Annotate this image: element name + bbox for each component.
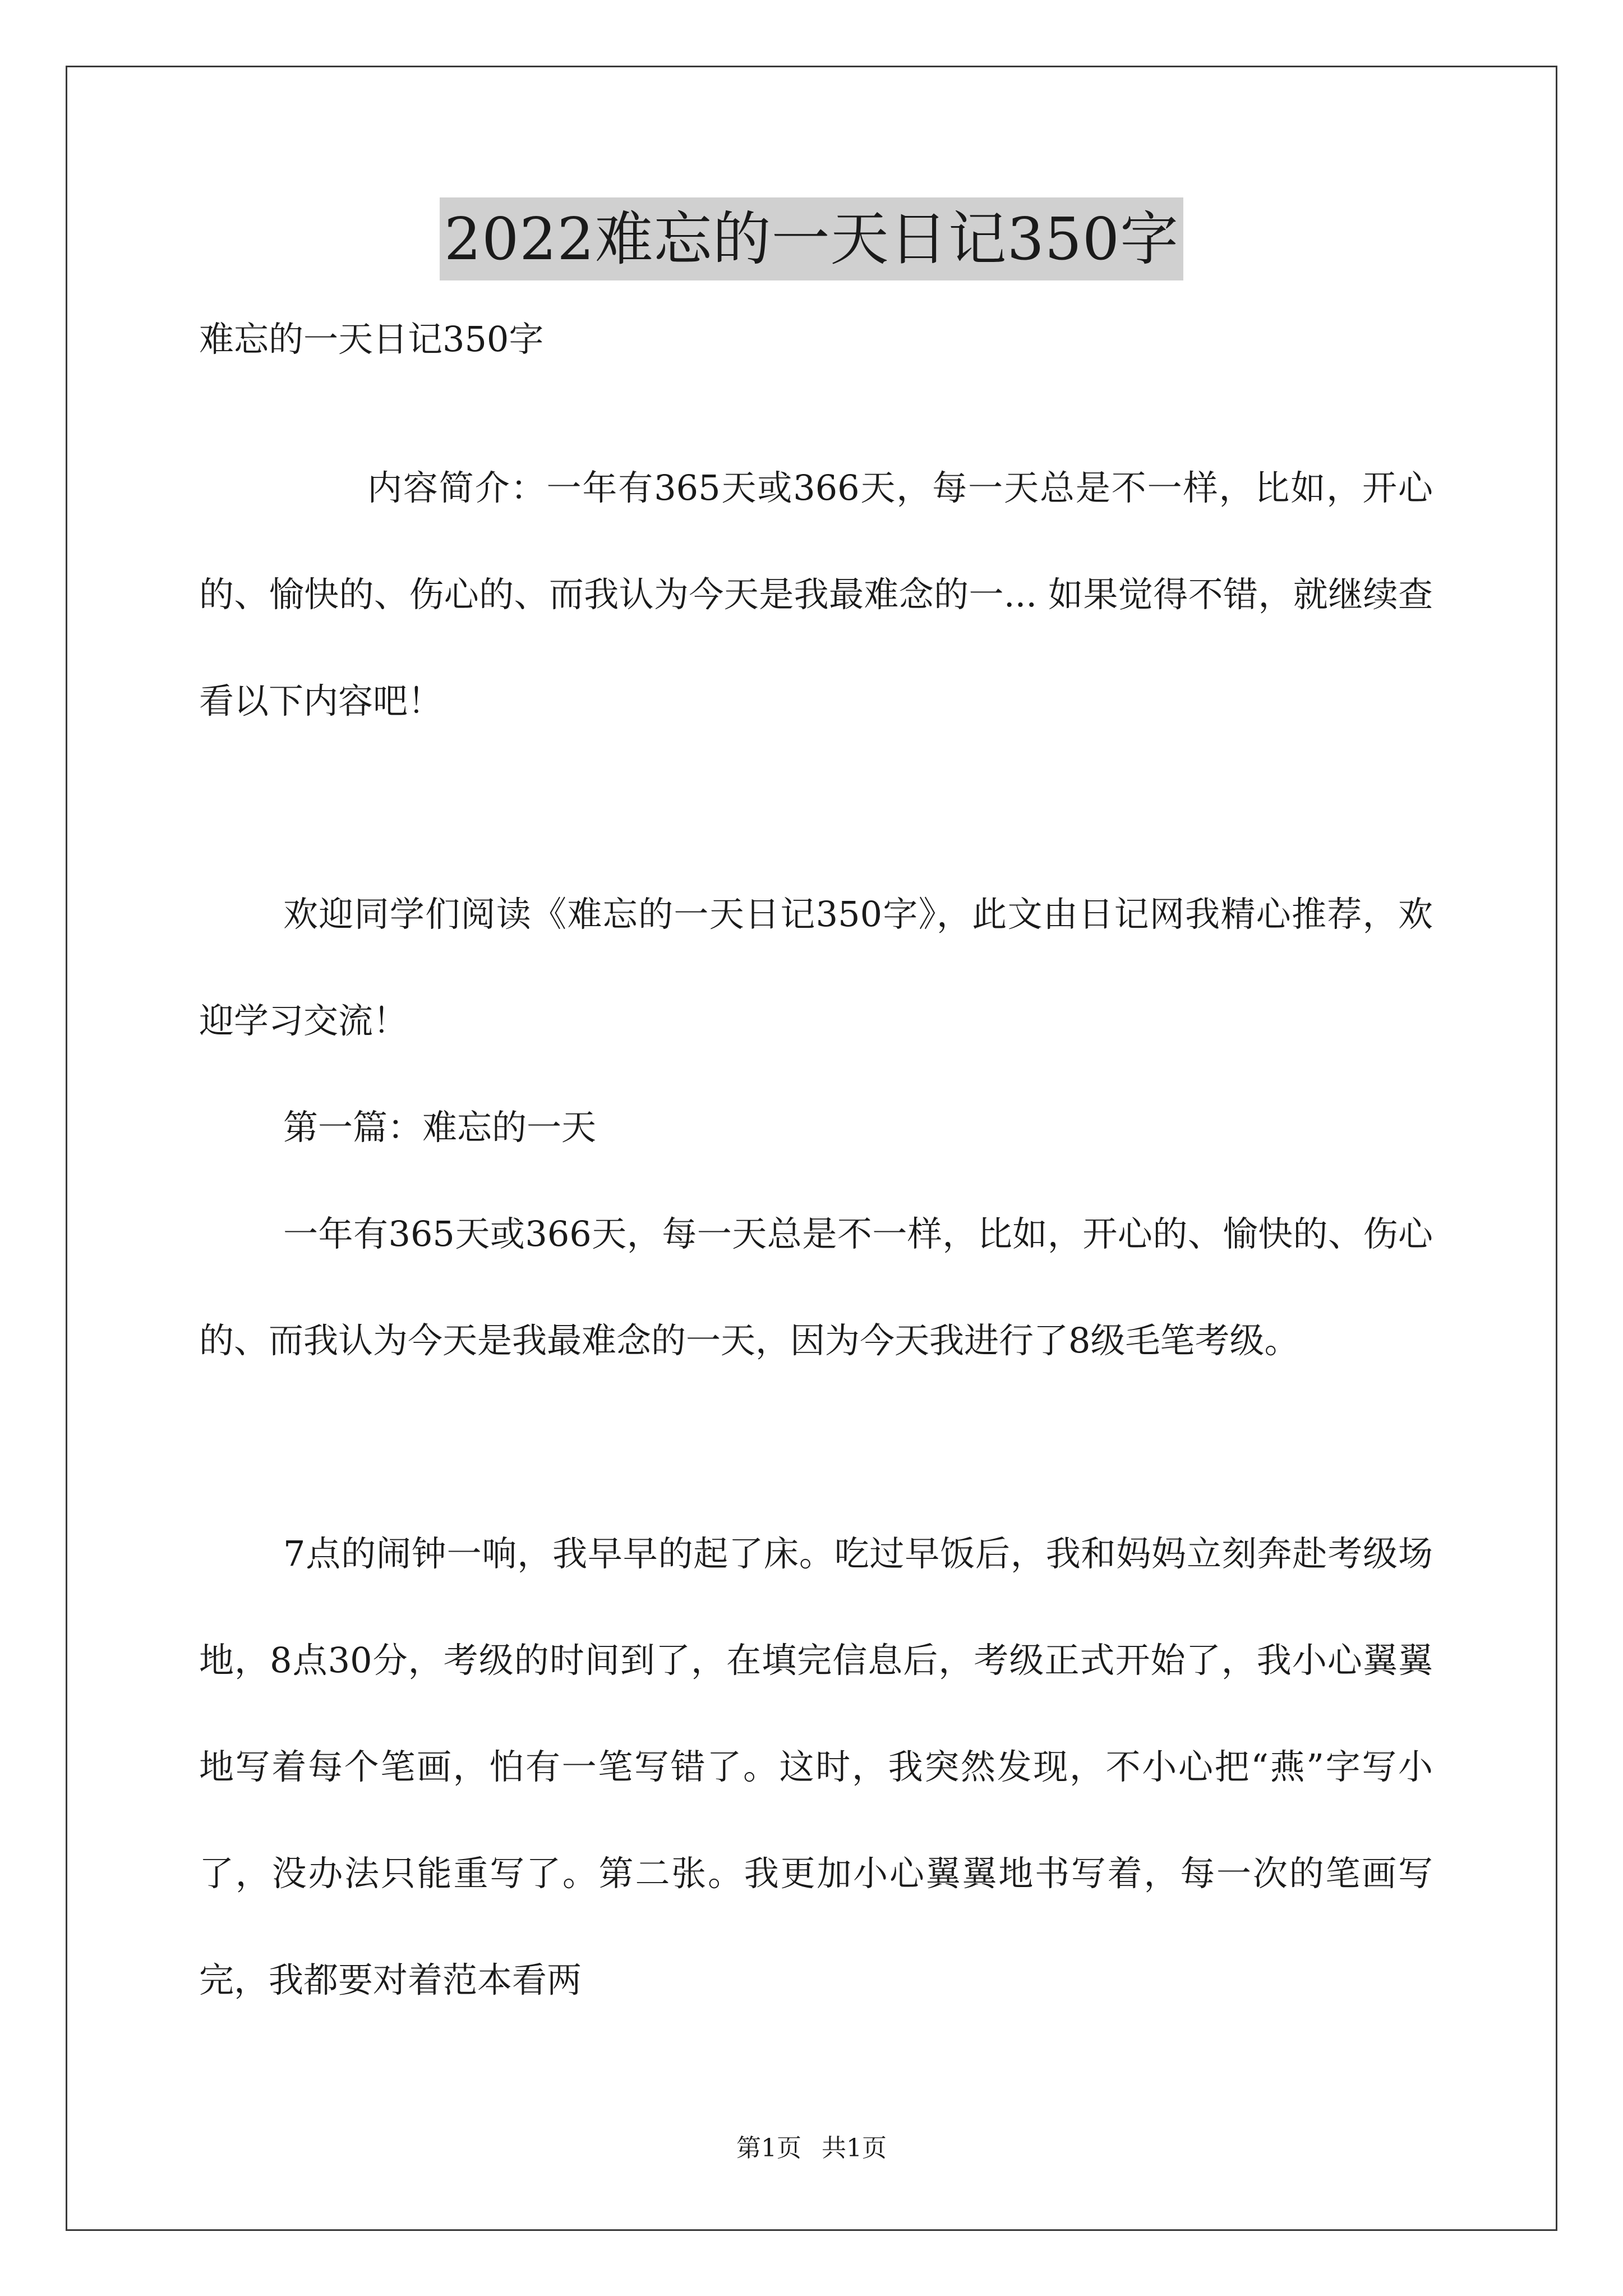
body-paragraph: 7点的闹钟一响，我早早的起了床。吃过早饭后，我和妈妈立刻奔赴考级场地，8点30分，考级的时间到了，在填完信息后，考级正式开始了，我小心翼翼地写着每个笔画，怕有一笔写错了。这时，我突然发现，不小心把“燕”字写小了，没办法只能重写了。第二张。我更加小心翼翼地书写着，每一次的笔画写完，我都要对着范本看两 xyxy=(199,1533,1433,2000)
page-number: 第1页 xyxy=(736,2134,801,2162)
body-paragraph: 一年有365天或366天，每一天总是不一样，比如，开心的、愉快的、伤心的、而我认为今天是我最难念的一天，因为今天我进行了8级毛笔考级。 xyxy=(199,1213,1433,1361)
document-title: 2022难忘的一天日记350字 xyxy=(440,197,1183,280)
welcome-paragraph: 欢迎同学们阅读《难忘的一天日记350字》，此文由日记网我精心推荐，欢迎学习交流！ xyxy=(199,894,1433,1041)
intro-paragraph: 内容简介：一年有365天或366天，每一天总是不一样，比如，开心的、愉快的、伤心的、而我认为今天是我最难念的一... 如果觉得不错，就继续查看以下内容吧！ xyxy=(199,467,1433,721)
chapter-heading: 第一篇：难忘的一天 xyxy=(283,1107,597,1148)
document-subtitle: 难忘的一天日记350字 xyxy=(199,319,544,360)
page-footer xyxy=(0,2132,1623,2165)
page-total: 共1页 xyxy=(822,2134,887,2162)
title-container xyxy=(0,197,1623,280)
